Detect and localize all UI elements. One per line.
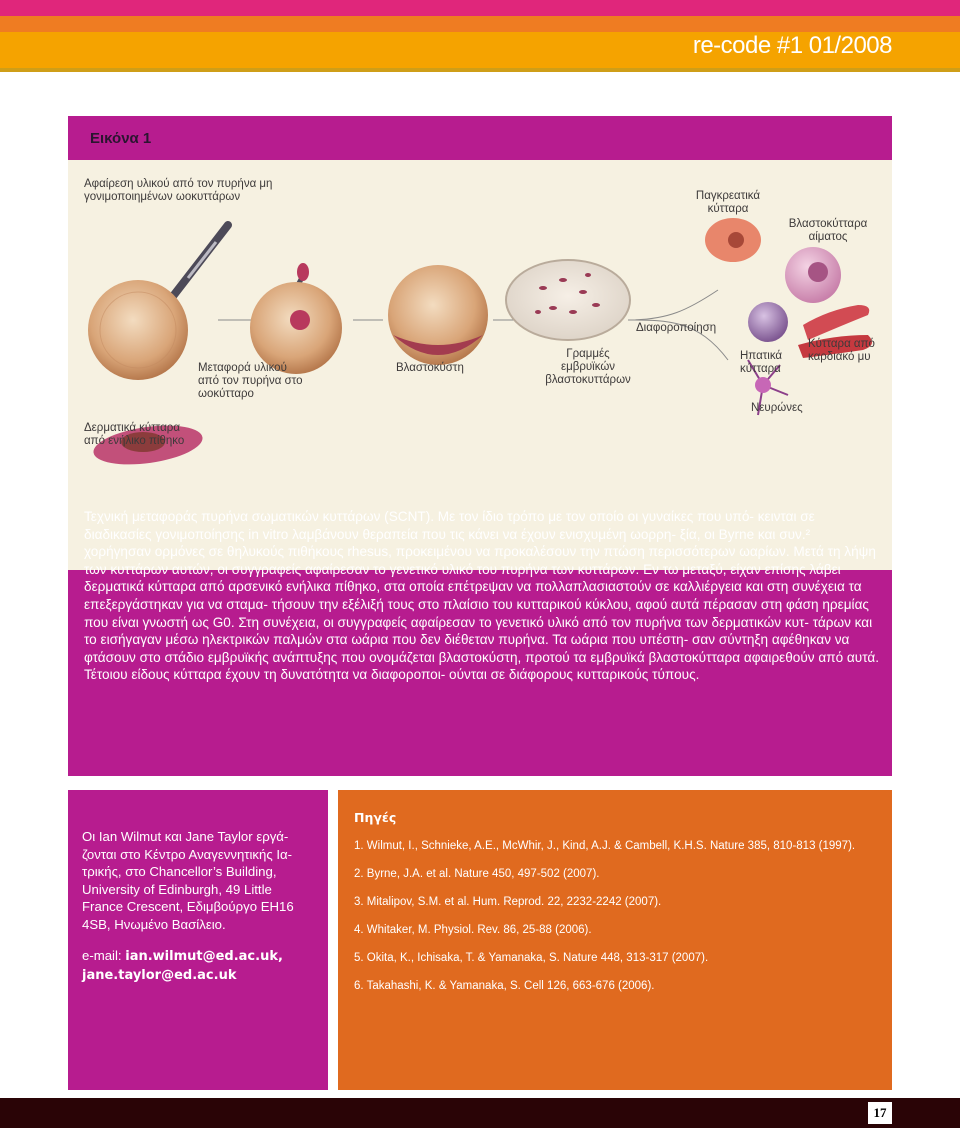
- label-heart-muscle-cells: Κύτταρα από καρδιακό μυ: [808, 338, 875, 363]
- heart-muscle-cell-1: [803, 305, 869, 340]
- reference-item: 5. Okita, K., Ichisaka, T. & Yamanaka, S. Nature 448, 313-317 (2007).: [354, 952, 709, 964]
- liver-cell: [748, 302, 788, 342]
- reference-item: 3. Mitalipov, S.M. et al. Hum. Reprod. 22, 2232-2242 (2007).: [354, 896, 662, 908]
- figure-label: Εικόνα 1: [90, 130, 152, 147]
- label-liver-cells: Ηπατικά κύτταρα: [740, 350, 783, 375]
- figure-caption: Τεχνική μεταφοράς πυρήνα σωματικών κυττάρων (SCNT). Με τον ίδιο τρόπο με τον οποίο οι γυναίκες που υπό- κεινται σε διαδικασίες γονιμοποίησης in vitro λαμβάνουν θεραπεία που τις κάνει να έχουν ενισχυμένη ωορρη- ξία, οι Byrne και συν.² χορήγησαν ορμόνες σε θηλυκούς πιθήκους rhesus, προκειμένου να προκαλέσουν την πτώση περισσότερων ωαρίων. Μετά τη λήψη των κυττάρων αυτών, οι συγγραφείς αφαίρεσαν το γενετικό υλικό του πυρήνα των κυττάρων. Εν τω μεταξύ, είχαν επίσης λάβει δερματικά κύτταρα από αρσενικό ενήλικα πίθηκο, στα οποία επέτρεψαν να πολλαπλασιαστούν σε καλλιέργεια και στη συνέχεια τα επεξεργάστηκαν για να σταμα- τήσουν την εξέλιξή τους στο πλαίσιο του κυτταρικού κύκλου, αφού αυτά πέρασαν στη φάση ηρεμίας που είναι γνωστή ως G0. Στη συνέχεια, οι συγγραφείς αφαίρεσαν το γενετικό υλικό από τον πυρήνα των δερματικών κυτ- τάρων και το εισήγαγαν μέσω ηλεκτρικών παλμών στα ωάρια που δεν διέθεταν πυρήνα. Τα ωάρια που υπέστη- σαν σύντηξη αφέθηκαν να φτάσουν στο στάδιο εμβρυϊκής ανάπτυξης που ονομάζεται βλαστοκύστη, προτού τα εμβρυϊκά βλαστοκύτταρα αφαιρεθούν από αυτά. Τέτοιου είδους κύτταρα έχουν τη δυνατότητα να διαφοροποι- ούνται σε διάφορους κυτταρικούς τύπους.: [84, 509, 880, 683]
- label-skin-cells: Δερματικά κύτταρα από ενήλικο πίθηκο: [84, 422, 185, 447]
- email-link-taylor[interactable]: jane.taylor@ed.ac.uk: [82, 967, 237, 983]
- author-contact: [82, 947, 314, 984]
- header-stripe-orange: [0, 16, 960, 32]
- email-label: e-mail:: [82, 948, 126, 963]
- label-differentiation: Διαφοροποίηση: [636, 322, 717, 334]
- label-pancreatic-cells: Παγκρεατικά κύτταρα: [695, 190, 761, 215]
- author-affiliation: Οι Ian Wilmut και Jane Taylor εργά- ζονται στο Κέντρο Αναγεννητικής Ια- τρικής, στο Chancellor’s Building, University of Edinburgh, 49 Little France Crescent, Εδιμβούργο EH16 4SB, Ηνωμένο Βασίλειο.: [82, 829, 294, 932]
- reference-item: 4. Whitaker, M. Physiol. Rev. 86, 25-88 (2006).: [354, 924, 592, 936]
- header-stripe-pink: [0, 0, 960, 16]
- label-neurons: Νευρώνες: [751, 402, 803, 414]
- label-blood-stem-cells: Βλαστοκύτταρα αίματος: [788, 218, 868, 243]
- transferred-nucleus: [290, 310, 310, 330]
- label-nucleus-transfer: Μεταφορά υλικού από τον πυρήνα στο ωοκύτταρο: [198, 362, 303, 400]
- references-title: Πηγές: [354, 810, 397, 825]
- oocyte-1: [88, 280, 188, 380]
- culture-dish: [506, 260, 630, 340]
- reference-item: 2. Byrne, J.A. et al. Nature 450, 497-502 (2007).: [354, 868, 600, 880]
- references-panel: [338, 790, 892, 1090]
- reference-item: 6. Takahashi, K. & Yamanaka, S. Cell 126, 663-676 (2006).: [354, 980, 655, 992]
- label-egg-removal: Αφαίρεση υλικού από τον πυρήνα μη γονιμοποιημένων ωοκυττάρων: [84, 178, 273, 203]
- author-bio-panel: [68, 790, 328, 1090]
- figure-panel: [68, 116, 892, 776]
- footer-bar: [0, 1098, 960, 1128]
- header-stripe-dark-gold: [0, 68, 960, 72]
- email-link-wilmut[interactable]: ian.wilmut@ed.ac.uk,: [125, 949, 283, 964]
- page-number: 17: [868, 1102, 892, 1124]
- journal-issue-title: re-code #1 01/2008: [692, 32, 892, 59]
- arrow-4: [628, 290, 718, 320]
- label-blastocyst: Βλαστοκύστη: [396, 362, 464, 374]
- reference-item: 1. Wilmut, I., Schnieke, A.E., McWhir, J., Kind, A.J. & Cambell, K.H.S. Nature 385, 810-813 (1997).: [354, 840, 856, 852]
- label-stem-cell-lines: Γραμμές εμβρυϊκών βλαστοκυττάρων: [545, 348, 631, 386]
